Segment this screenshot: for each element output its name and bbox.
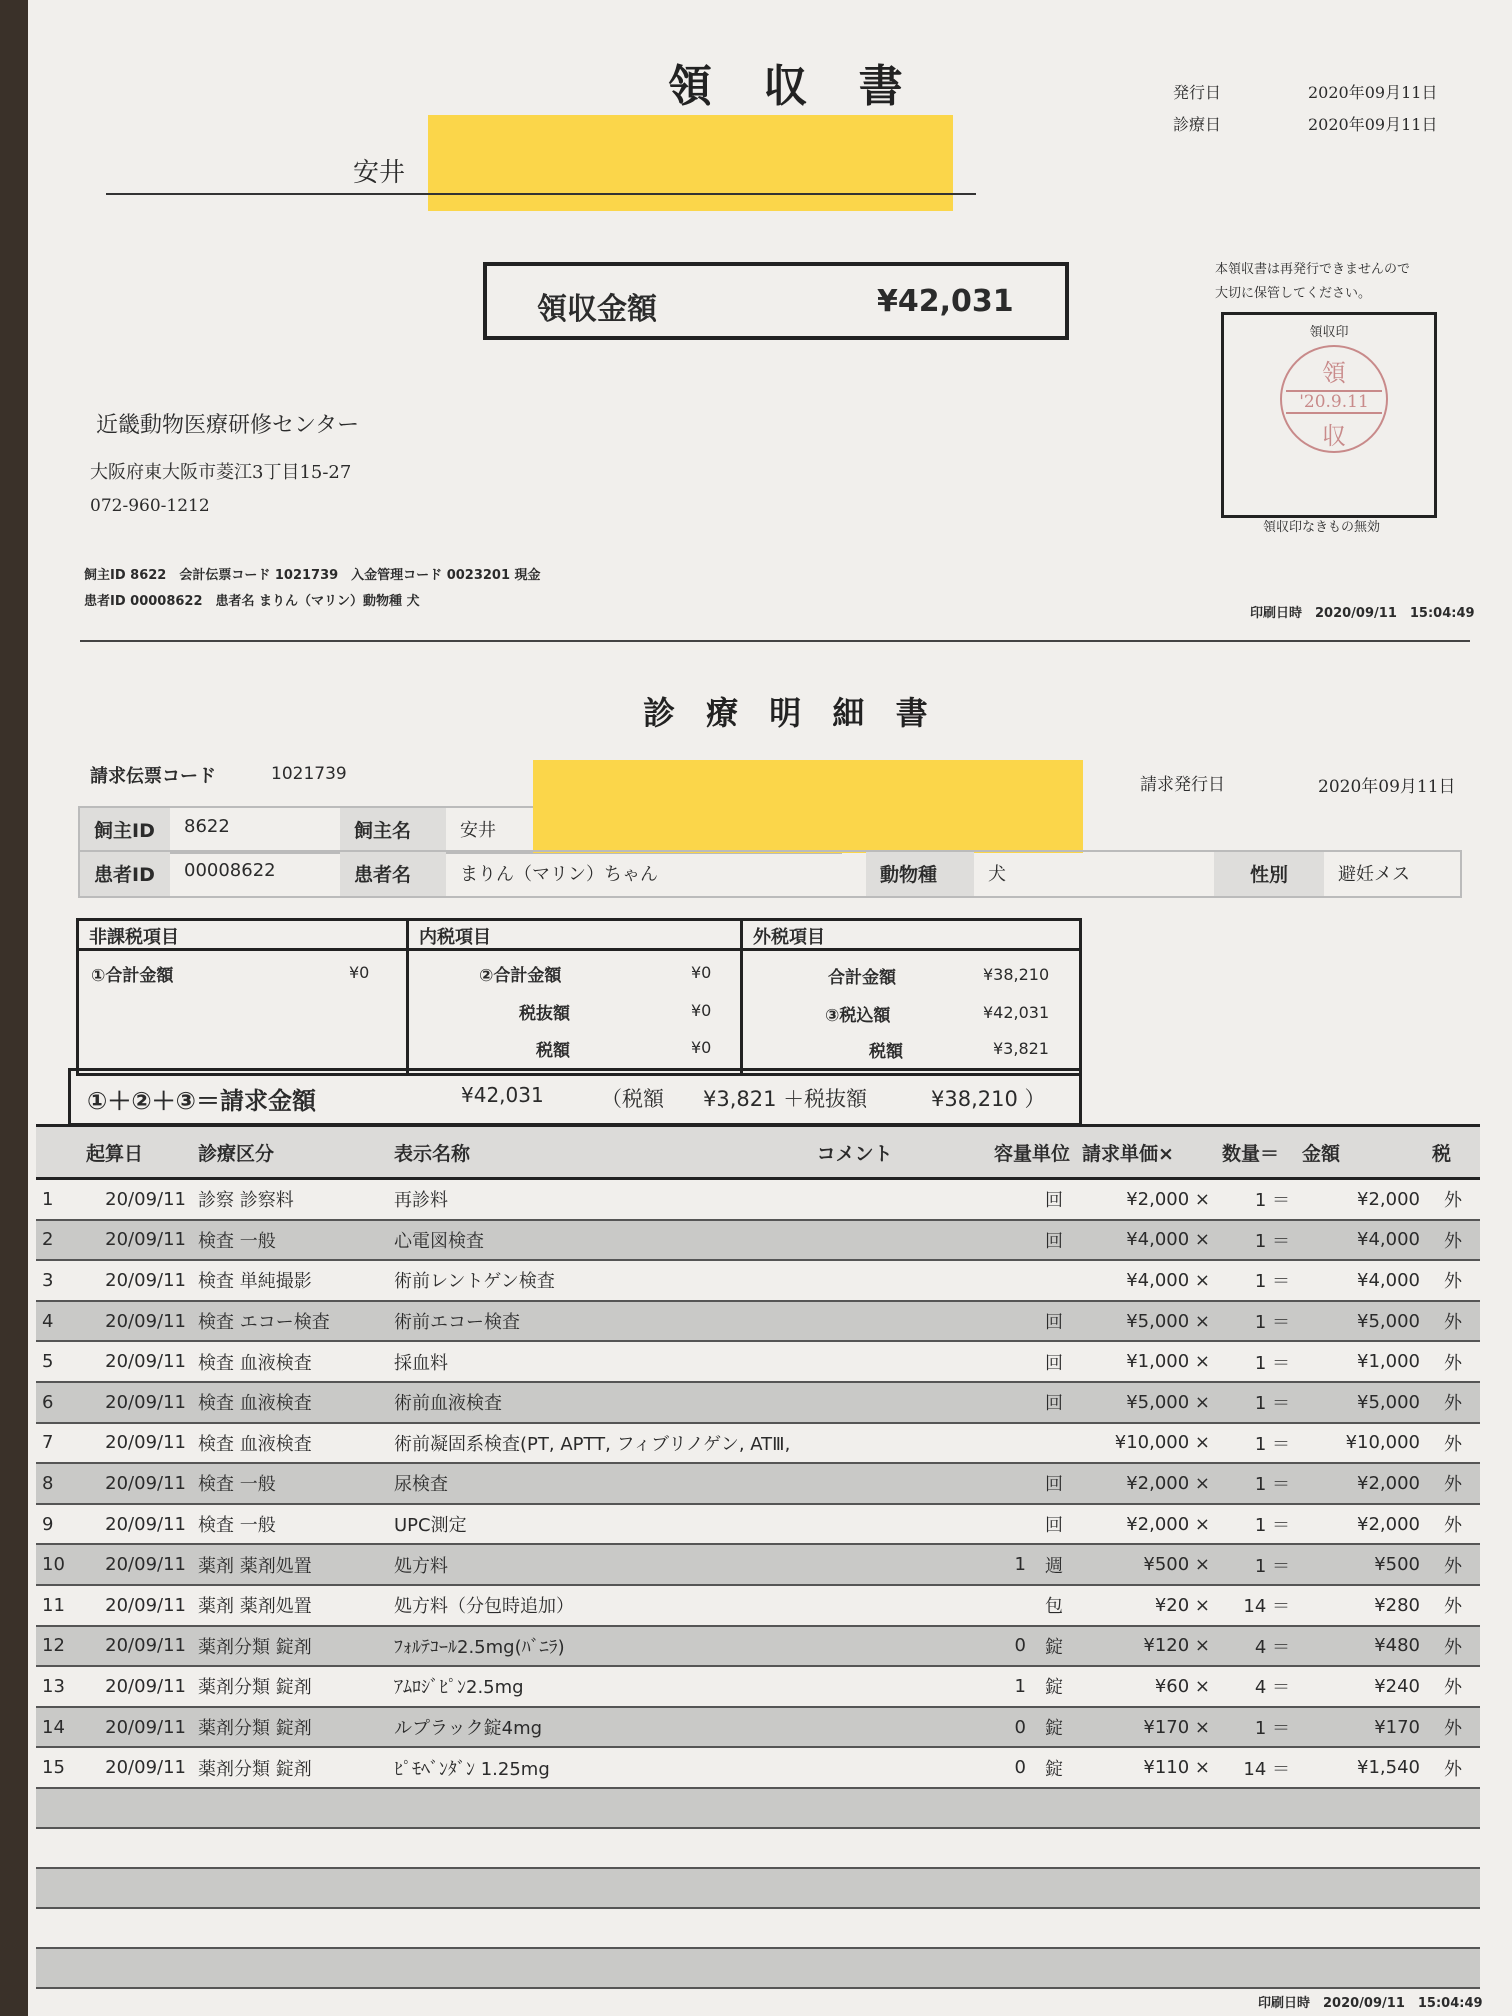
table-row [36, 1179, 1480, 1220]
item-qty: 1 ＝ [1216, 1220, 1296, 1261]
receipt-title: 領 収 書 [668, 61, 921, 112]
item-price: ¥4,000 × [1076, 1220, 1216, 1261]
item-capacity [988, 1179, 1032, 1220]
item-no: 4 [36, 1301, 80, 1342]
item-amount: ¥240 [1296, 1666, 1426, 1707]
table-row [36, 1747, 1480, 1788]
item-name: 術前エコー検査 [388, 1301, 988, 1342]
item-price: ¥120 × [1076, 1626, 1216, 1667]
patient-id-label: 患者ID [80, 852, 170, 896]
item-name: 心電図検査 [388, 1220, 988, 1261]
incl-header: 内税項目 [409, 921, 740, 951]
formula-tax: ¥3,821 ＋税抜額 [703, 1087, 868, 1111]
item-no: 14 [36, 1707, 80, 1748]
empty-cell [36, 1788, 1480, 1828]
item-qty: 1 ＝ [1216, 1423, 1296, 1464]
header-unit: 容量単位 [988, 1126, 1076, 1179]
item-no: 12 [36, 1626, 80, 1667]
nontax-column [79, 921, 409, 1073]
item-unit: 回 [1032, 1504, 1076, 1545]
incl-column [409, 921, 743, 1073]
item-category: 薬剤 薬剤処置 [192, 1585, 388, 1626]
item-date: 20/09/11 [80, 1423, 192, 1464]
excl-total: ¥38,210 [983, 965, 1050, 984]
issue-date-label: 発行日 [1173, 83, 1222, 102]
item-tax: 外 [1426, 1301, 1480, 1342]
item-category: 検査 一般 [192, 1504, 388, 1545]
table-row [36, 1707, 1480, 1748]
item-qty: 1 ＝ [1216, 1341, 1296, 1382]
item-amount: ¥1,000 [1296, 1341, 1426, 1382]
formula-label: ①＋②＋③＝請求金額 [87, 1087, 316, 1115]
item-name: 術前凝固系検査(PT, APTT, フィブリノゲン, ATⅢ, [388, 1423, 988, 1464]
item-tax: 外 [1426, 1585, 1480, 1626]
excl-column [743, 921, 1079, 1073]
item-amount: ¥10,000 [1296, 1423, 1426, 1464]
species: 犬 [988, 864, 1006, 885]
item-name: ルプラック錠4mg [388, 1707, 988, 1748]
header-name-text: 表示名称 [394, 1142, 471, 1165]
item-amount: ¥5,000 [1296, 1301, 1426, 1342]
item-category: 薬剤 薬剤処置 [192, 1544, 388, 1585]
item-capacity: 1 [988, 1666, 1032, 1707]
item-capacity: 1 [988, 1544, 1032, 1585]
incl-total: ¥0 [691, 963, 712, 982]
item-price: ¥4,000 × [1076, 1260, 1216, 1301]
sex: 避妊メス [1338, 864, 1410, 885]
item-tax: 外 [1426, 1423, 1480, 1464]
item-capacity [988, 1382, 1032, 1423]
item-tax: 外 [1426, 1382, 1480, 1423]
item-amount: ¥2,000 [1296, 1504, 1426, 1545]
table-row [36, 1585, 1480, 1626]
table-row [36, 1463, 1480, 1504]
statement-title: 診 療 明 細 書 [643, 694, 938, 732]
footer-print-time: 印刷日時 2020/09/11 15:04:49 [1258, 1996, 1483, 2011]
incl-pretax-label: 税抜額 [519, 1004, 570, 1024]
item-name: 処方料 [388, 1544, 988, 1585]
item-category: 薬剤分類 錠剤 [192, 1626, 388, 1667]
formula-pretax: ¥38,210 ） [931, 1087, 1046, 1111]
stamp-note: 領収印なきもの無効 [1263, 520, 1381, 535]
item-date: 20/09/11 [80, 1179, 192, 1220]
codes-line1: 飼主ID 8622 会計伝票コード 1021739 入金管理コード 0023201 現金 [84, 568, 541, 583]
item-date: 20/09/11 [80, 1341, 192, 1382]
header-amount: 金額 [1296, 1126, 1426, 1179]
item-unit: 回 [1032, 1179, 1076, 1220]
item-price: ¥60 × [1076, 1666, 1216, 1707]
empty-row [36, 1868, 1480, 1908]
tax-summary [76, 918, 1082, 1076]
amount-label: 領収金額 [537, 292, 657, 327]
item-price: ¥1,000 × [1076, 1341, 1216, 1382]
item-name: 尿検査 [388, 1463, 988, 1504]
item-price: ¥10,000 × [1076, 1423, 1216, 1464]
item-name: ｱﾑﾛｼﾞﾋﾟﾝ2.5mg [388, 1666, 988, 1707]
item-date: 20/09/11 [80, 1747, 192, 1788]
items-body [36, 1179, 1480, 1988]
header-price: 請求単価× [1076, 1126, 1216, 1179]
empty-row [36, 1948, 1480, 1988]
table-row [36, 1504, 1480, 1545]
item-tax: 外 [1426, 1707, 1480, 1748]
codes-line2: 患者ID 00008622 患者名 まりん（マリン）動物種 犬 [84, 594, 420, 609]
item-capacity [988, 1260, 1032, 1301]
item-name: UPC測定 [388, 1504, 988, 1545]
item-unit: 錠 [1032, 1747, 1076, 1788]
item-category: 検査 血液検査 [192, 1382, 388, 1423]
amount-box [483, 262, 1069, 340]
redaction-sticker [428, 115, 953, 211]
issue-date: 2020年09月11日 [1308, 83, 1438, 102]
patient-name: まりん（マリン）ちゃん [460, 864, 658, 885]
item-amount: ¥1,540 [1296, 1747, 1426, 1788]
clinic-address: 大阪府東大阪市菱江3丁目15-27 [90, 462, 352, 483]
notice-line2: 大切に保管してください。 [1215, 286, 1372, 301]
patient-row [78, 850, 1462, 898]
item-unit: 回 [1032, 1341, 1076, 1382]
redaction-sticker-2 [533, 760, 1083, 853]
item-no: 3 [36, 1260, 80, 1301]
item-price: ¥500 × [1076, 1544, 1216, 1585]
empty-row [36, 1788, 1480, 1828]
item-tax: 外 [1426, 1220, 1480, 1261]
formula-amount: ¥42,031 [461, 1083, 544, 1107]
item-tax: 外 [1426, 1341, 1480, 1382]
nontax-total: ¥0 [349, 963, 370, 982]
item-name: ﾋﾟﾓﾍﾞﾝﾀﾞﾝ 1.25mg [388, 1747, 988, 1788]
item-qty: 1 ＝ [1216, 1382, 1296, 1423]
item-amount: ¥4,000 [1296, 1260, 1426, 1301]
item-unit [1032, 1423, 1076, 1464]
print-time: 印刷日時 2020/09/11 15:04:49 [1250, 606, 1475, 621]
item-amount: ¥2,000 [1296, 1463, 1426, 1504]
item-capacity: 0 [988, 1626, 1032, 1667]
item-amount: ¥2,000 [1296, 1179, 1426, 1220]
owner-id-label: 飼主ID [80, 808, 170, 852]
item-amount: ¥4,000 [1296, 1220, 1426, 1261]
item-no: 13 [36, 1666, 80, 1707]
item-date: 20/09/11 [80, 1463, 192, 1504]
item-category: 検査 一般 [192, 1220, 388, 1261]
incl-total-label: ②合計金額 [479, 966, 562, 986]
patient-name-label: 患者名 [340, 852, 446, 896]
owner-name: 安井 [460, 820, 496, 841]
item-no: 1 [36, 1179, 80, 1220]
item-category: 薬剤分類 錠剤 [192, 1666, 388, 1707]
item-price: ¥170 × [1076, 1707, 1216, 1748]
item-amount: ¥280 [1296, 1585, 1426, 1626]
item-capacity: 0 [988, 1707, 1032, 1748]
item-amount: ¥500 [1296, 1544, 1426, 1585]
item-price: ¥5,000 × [1076, 1382, 1216, 1423]
excl-tax: ¥3,821 [993, 1039, 1049, 1058]
item-qty: 1 ＝ [1216, 1544, 1296, 1585]
sex-label: 性別 [1214, 852, 1324, 896]
item-capacity: 0 [988, 1747, 1032, 1788]
empty-row [36, 1828, 1480, 1868]
stamp-top: 領 [1322, 359, 1346, 387]
item-amount: ¥5,000 [1296, 1382, 1426, 1423]
item-no: 8 [36, 1463, 80, 1504]
item-unit: 錠 [1032, 1707, 1076, 1748]
item-qty: 1 ＝ [1216, 1463, 1296, 1504]
item-category: 検査 血液検査 [192, 1423, 388, 1464]
item-qty: 4 ＝ [1216, 1666, 1296, 1707]
item-no: 10 [36, 1544, 80, 1585]
item-category: 診察 診察料 [192, 1179, 388, 1220]
item-date: 20/09/11 [80, 1504, 192, 1545]
excl-tax-label: 税額 [869, 1042, 903, 1062]
visit-date: 2020年09月11日 [1308, 115, 1438, 134]
stamp-bottom: 収 [1322, 422, 1346, 450]
table-row [36, 1341, 1480, 1382]
item-unit: 回 [1032, 1220, 1076, 1261]
item-category: 薬剤分類 錠剤 [192, 1747, 388, 1788]
item-qty: 4 ＝ [1216, 1626, 1296, 1667]
item-amount: ¥480 [1296, 1626, 1426, 1667]
item-no: 15 [36, 1747, 80, 1788]
incl-pretax: ¥0 [691, 1001, 712, 1020]
table-row [36, 1626, 1480, 1667]
item-date: 20/09/11 [80, 1301, 192, 1342]
item-qty: 1 ＝ [1216, 1707, 1296, 1748]
clinic-name: 近畿動物医療研修センター [96, 413, 360, 438]
item-unit: 回 [1032, 1463, 1076, 1504]
nontax-total-label: ①合計金額 [91, 966, 174, 986]
item-category: 検査 一般 [192, 1463, 388, 1504]
item-unit: 週 [1032, 1544, 1076, 1585]
item-name: 術前レントゲン検査 [388, 1260, 988, 1301]
item-price: ¥2,000 × [1076, 1179, 1216, 1220]
item-unit: 錠 [1032, 1666, 1076, 1707]
empty-cell [36, 1868, 1480, 1908]
owner-id: 8622 [184, 816, 230, 837]
item-qty: 1 ＝ [1216, 1260, 1296, 1301]
table-row [36, 1220, 1480, 1261]
billing-date: 2020年09月11日 [1318, 777, 1456, 797]
item-tax: 外 [1426, 1747, 1480, 1788]
item-name: 処方料（分包時追加） [388, 1585, 988, 1626]
table-row [36, 1260, 1480, 1301]
formula-box [68, 1068, 1082, 1126]
customer-name: 安井 [353, 158, 406, 188]
item-category: 検査 単純撮影 [192, 1260, 388, 1301]
item-capacity [988, 1463, 1032, 1504]
species-label: 動物種 [866, 852, 974, 896]
slip-code-label: 請求伝票コード [90, 766, 216, 787]
item-capacity [988, 1220, 1032, 1261]
header-tax: 税 [1426, 1126, 1480, 1179]
clinic-phone: 072-960-1212 [90, 496, 210, 516]
item-category: 薬剤分類 錠剤 [192, 1707, 388, 1748]
excl-taxincl-label: ③税込額 [825, 1006, 891, 1026]
items-header-row [36, 1126, 1480, 1179]
item-name: 再診料 [388, 1179, 988, 1220]
table-row [36, 1423, 1480, 1464]
item-category: 検査 エコー検査 [192, 1301, 388, 1342]
item-qty: 14 ＝ [1216, 1747, 1296, 1788]
item-name: 採血料 [388, 1341, 988, 1382]
item-capacity [988, 1585, 1032, 1626]
item-no: 6 [36, 1382, 80, 1423]
item-no: 7 [36, 1423, 80, 1464]
item-tax: 外 [1426, 1260, 1480, 1301]
item-amount: ¥170 [1296, 1707, 1426, 1748]
item-date: 20/09/11 [80, 1544, 192, 1585]
billing-date-label: 請求発行日 [1140, 775, 1225, 795]
item-name: ﾌｫﾙﾃｺｰﾙ2.5mg(ﾊﾞﾆﾗ) [388, 1626, 988, 1667]
section-divider [80, 640, 1470, 642]
item-qty: 1 ＝ [1216, 1301, 1296, 1342]
excl-header: 外税項目 [743, 921, 1079, 951]
item-date: 20/09/11 [80, 1260, 192, 1301]
stamp-box [1221, 312, 1437, 518]
owner-name-label: 飼主名 [340, 808, 446, 852]
item-capacity [988, 1341, 1032, 1382]
item-unit: 回 [1032, 1301, 1076, 1342]
item-tax: 外 [1426, 1666, 1480, 1707]
item-name: 術前血液検査 [388, 1382, 988, 1423]
item-no: 5 [36, 1341, 80, 1382]
item-price: ¥20 × [1076, 1585, 1216, 1626]
empty-cell [36, 1828, 1480, 1868]
item-category: 検査 血液検査 [192, 1341, 388, 1382]
slip-code: 1021739 [271, 764, 347, 784]
item-price: ¥2,000 × [1076, 1463, 1216, 1504]
empty-row [36, 1908, 1480, 1948]
receipt-paper [28, 0, 1512, 2016]
item-unit: 包 [1032, 1585, 1076, 1626]
formula-tax-label: （税額 [601, 1087, 664, 1111]
item-date: 20/09/11 [80, 1666, 192, 1707]
item-price: ¥2,000 × [1076, 1504, 1216, 1545]
empty-cell [36, 1908, 1480, 1948]
incl-tax: ¥0 [691, 1038, 712, 1057]
item-unit: 錠 [1032, 1626, 1076, 1667]
item-no: 9 [36, 1504, 80, 1545]
item-tax: 外 [1426, 1626, 1480, 1667]
item-date: 20/09/11 [80, 1626, 192, 1667]
item-no: 2 [36, 1220, 80, 1261]
header-comment: コメント [816, 1142, 893, 1165]
patient-id: 00008622 [184, 860, 276, 881]
item-no: 11 [36, 1585, 80, 1626]
header-category: 診療区分 [192, 1126, 388, 1179]
item-date: 20/09/11 [80, 1585, 192, 1626]
item-unit [1032, 1260, 1076, 1301]
table-row [36, 1544, 1480, 1585]
stamp-label: 領収印 [1309, 325, 1349, 340]
header-qty: 数量＝ [1216, 1126, 1296, 1179]
notice-line1: 本領収書は再発行できませんので [1215, 262, 1411, 277]
table-row [36, 1301, 1480, 1342]
received-stamp [1280, 345, 1388, 453]
item-tax: 外 [1426, 1179, 1480, 1220]
item-qty: 1 ＝ [1216, 1179, 1296, 1220]
item-date: 20/09/11 [80, 1382, 192, 1423]
item-capacity [988, 1301, 1032, 1342]
table-row [36, 1666, 1480, 1707]
item-tax: 外 [1426, 1544, 1480, 1585]
visit-date-label: 診療日 [1173, 115, 1222, 134]
item-capacity [988, 1423, 1032, 1464]
nontax-header: 非課税項目 [79, 921, 406, 951]
amount-value: ¥42,031 [877, 284, 1014, 319]
item-date: 20/09/11 [80, 1707, 192, 1748]
item-tax: 外 [1426, 1463, 1480, 1504]
incl-tax-label: 税額 [536, 1041, 570, 1061]
header-date: 起算日 [80, 1126, 192, 1179]
item-price: ¥110 × [1076, 1747, 1216, 1788]
item-date: 20/09/11 [80, 1220, 192, 1261]
name-underline [106, 193, 976, 195]
table-row [36, 1382, 1480, 1423]
excl-total-label: 合計金額 [828, 968, 896, 988]
item-capacity [988, 1504, 1032, 1545]
item-price: ¥5,000 × [1076, 1301, 1216, 1342]
stamp-date: '20.9.11 [1286, 390, 1382, 414]
item-qty: 1 ＝ [1216, 1504, 1296, 1545]
item-tax: 外 [1426, 1504, 1480, 1545]
header-name [388, 1126, 988, 1179]
excl-taxincl: ¥42,031 [983, 1003, 1050, 1022]
empty-cell [36, 1948, 1480, 1988]
item-qty: 14 ＝ [1216, 1585, 1296, 1626]
item-unit: 回 [1032, 1382, 1076, 1423]
items-table [36, 1124, 1480, 1989]
